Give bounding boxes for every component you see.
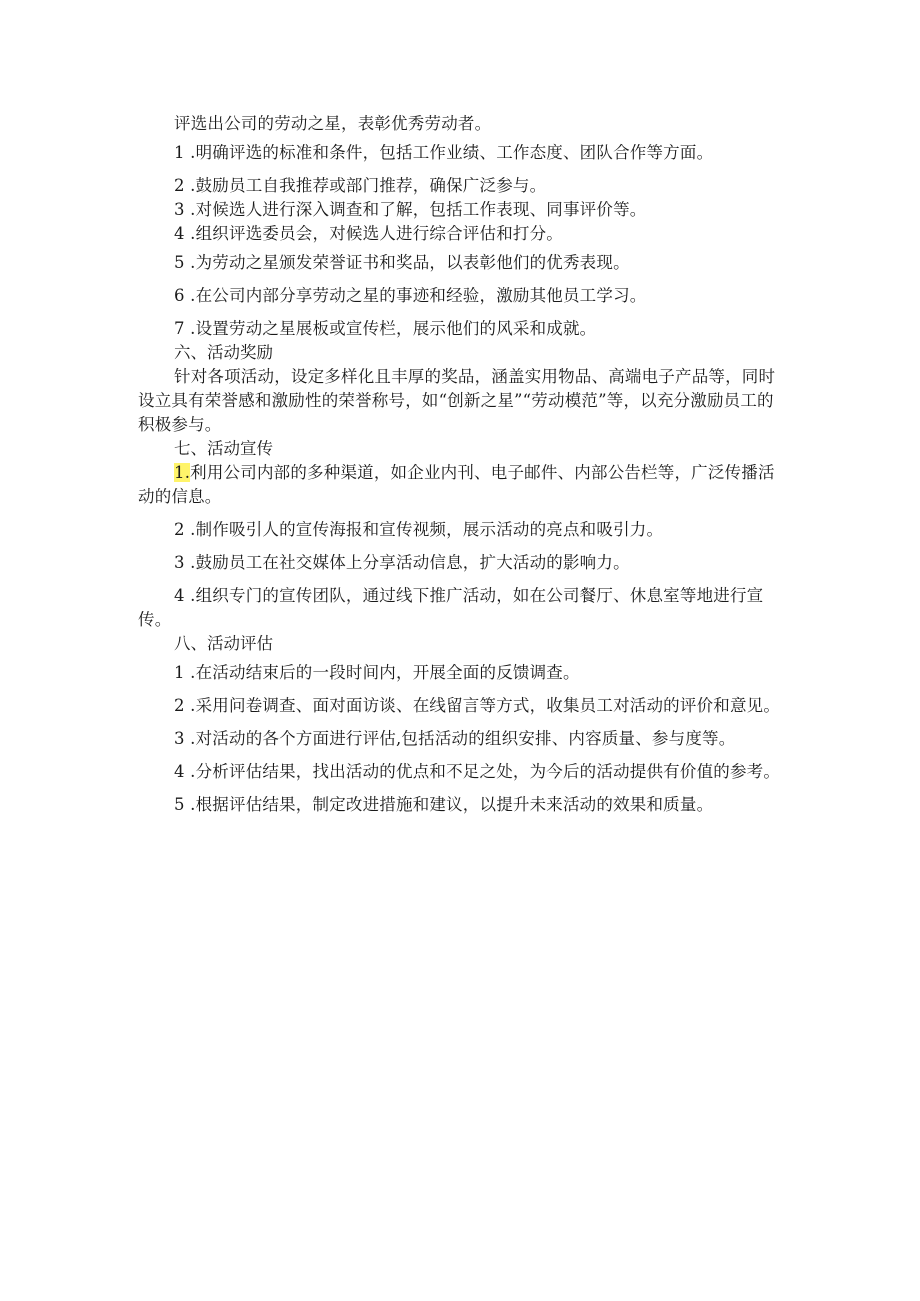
document-body [138,112,784,817]
section-heading: 七、活动宣传 [174,439,273,458]
list-item: 1 .明确评选的标准和条件，包括工作业绩、工作态度、团队合作等方面。 [174,143,714,162]
list-item: 1 .在活动结束后的一段时间内，开展全面的反馈调查。 [174,663,580,682]
list-item: 3 .对候选人进行深入调查和了解，包括工作表现、同事评价等。 [174,200,647,219]
section-heading: 六、活动奖励 [174,343,273,362]
list-item: 3 .对活动的各个方面进行评估,包括活动的组织安排、内容质量、参与度等。 [174,729,736,748]
list-item: 6 .在公司内部分享劳动之星的事迹和经验，激励其他员工学习。 [174,286,647,305]
list-item: 4 .组织专门的宣传团队，通过线下推广活动，如在公司餐厅、休息室等地进行宣传。 [138,586,764,629]
list-item: 2 .制作吸引人的宣传海报和宣传视频，展示活动的亮点和吸引力。 [174,520,664,539]
list-item: 5 .为劳动之星颁发荣誉证书和奖品，以表彰他们的优秀表现。 [174,253,630,272]
list-item: 5 .根据评估结果，制定改进措施和建议，以提升未来活动的效果和质量。 [174,795,714,814]
list-item: 2 .采用问卷调查、面对面访谈、在线留言等方式，收集员工对活动的评价和意见。 [174,696,781,715]
list-item: 3 .鼓励员工在社交媒体上分享活动信息，扩大活动的影响力。 [174,553,630,572]
section-heading: 八、活动评估 [174,634,273,653]
list-item: 7 .设置劳动之星展板或宣传栏，展示他们的风采和成就。 [174,319,597,338]
list-item-text: 利用公司内部的多种渠道，如企业内刊、电子邮件、内部公告栏等，广泛传播活动的信息。 [138,463,775,506]
list-item [138,461,784,509]
list-item: 4 .组织评选委员会，对候选人进行综合评估和打分。 [174,224,563,243]
intro-paragraph: 评选出公司的劳动之星，表彰优秀劳动者。 [174,114,492,133]
list-item: 2 .鼓励员工自我推荐或部门推荐，确保广泛参与。 [174,176,547,195]
section-paragraph: 针对各项活动，设定多样化且丰厚的奖品，涵盖实用物品、高端电子产品等，同时设立具有荣誉感和激励性的荣誉称号，如“创新之星”“劳动模范”等，以充分激励员工的积极参与。 [138,367,776,434]
highlighted-number: 1. [174,463,191,482]
list-item: 4 .分析评估结果，找出活动的优点和不足之处，为今后的活动提供有价值的参考。 [174,762,781,781]
